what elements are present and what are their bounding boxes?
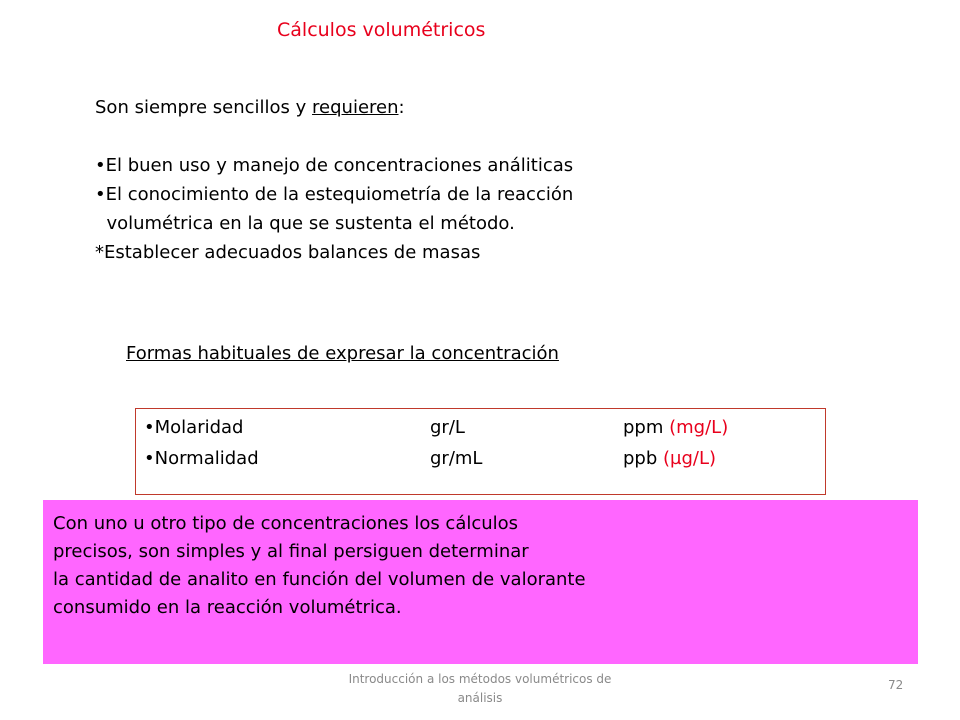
concentration-type: •Molaridad	[144, 417, 244, 438]
intro-prefix: Son siempre sencillos y	[95, 97, 313, 118]
highlight-text	[53, 510, 586, 622]
page-number: 72	[888, 678, 904, 692]
footer-text: Introducción a los métodos volumétricos de análisis	[348, 672, 612, 705]
blank-line	[95, 122, 573, 151]
bullet-item: •El buen uso y manejo de concentraciones análiticas	[95, 155, 574, 176]
highlight-line: consumido en la reacción volumétrica.	[53, 597, 402, 618]
highlight-box	[43, 500, 918, 664]
slide-title: Cálculos volumétricos	[277, 19, 486, 41]
highlight-line: Con uno u otro tipo de concentraciones los cálculos	[53, 513, 519, 534]
concentration-box	[135, 408, 826, 495]
concentration-trace-unit	[623, 414, 728, 442]
intro-block	[95, 93, 573, 267]
concentration-unit: gr/L	[430, 417, 465, 438]
highlight-line: la cantidad de analito en función del volumen de valorante	[53, 569, 586, 590]
bullet-item: *Establecer adecuados balances de masas	[95, 242, 481, 263]
bullet-item-continuation: volumétrica en la que se sustenta el método.	[95, 213, 515, 234]
concentration-type: •Normalidad	[144, 448, 259, 469]
concentration-unit: gr/mL	[430, 448, 483, 469]
trace-unit-name: ppb	[623, 448, 658, 469]
trace-unit-detail: (mg/L)	[669, 417, 729, 438]
trace-unit-detail: (µg/L)	[663, 448, 717, 469]
trace-unit-name: ppm	[623, 417, 664, 438]
highlight-line: precisos, son simples y al final persiguen determinar	[53, 541, 529, 562]
bullet-item: •El conocimiento de la estequiometría de la reacción	[95, 184, 574, 205]
intro-line	[95, 93, 573, 122]
forms-heading: Formas habituales de expresar la concentración	[126, 343, 559, 364]
concentration-trace-unit	[623, 445, 716, 473]
intro-underlined-word: requieren	[312, 97, 399, 118]
intro-suffix: :	[398, 97, 405, 118]
